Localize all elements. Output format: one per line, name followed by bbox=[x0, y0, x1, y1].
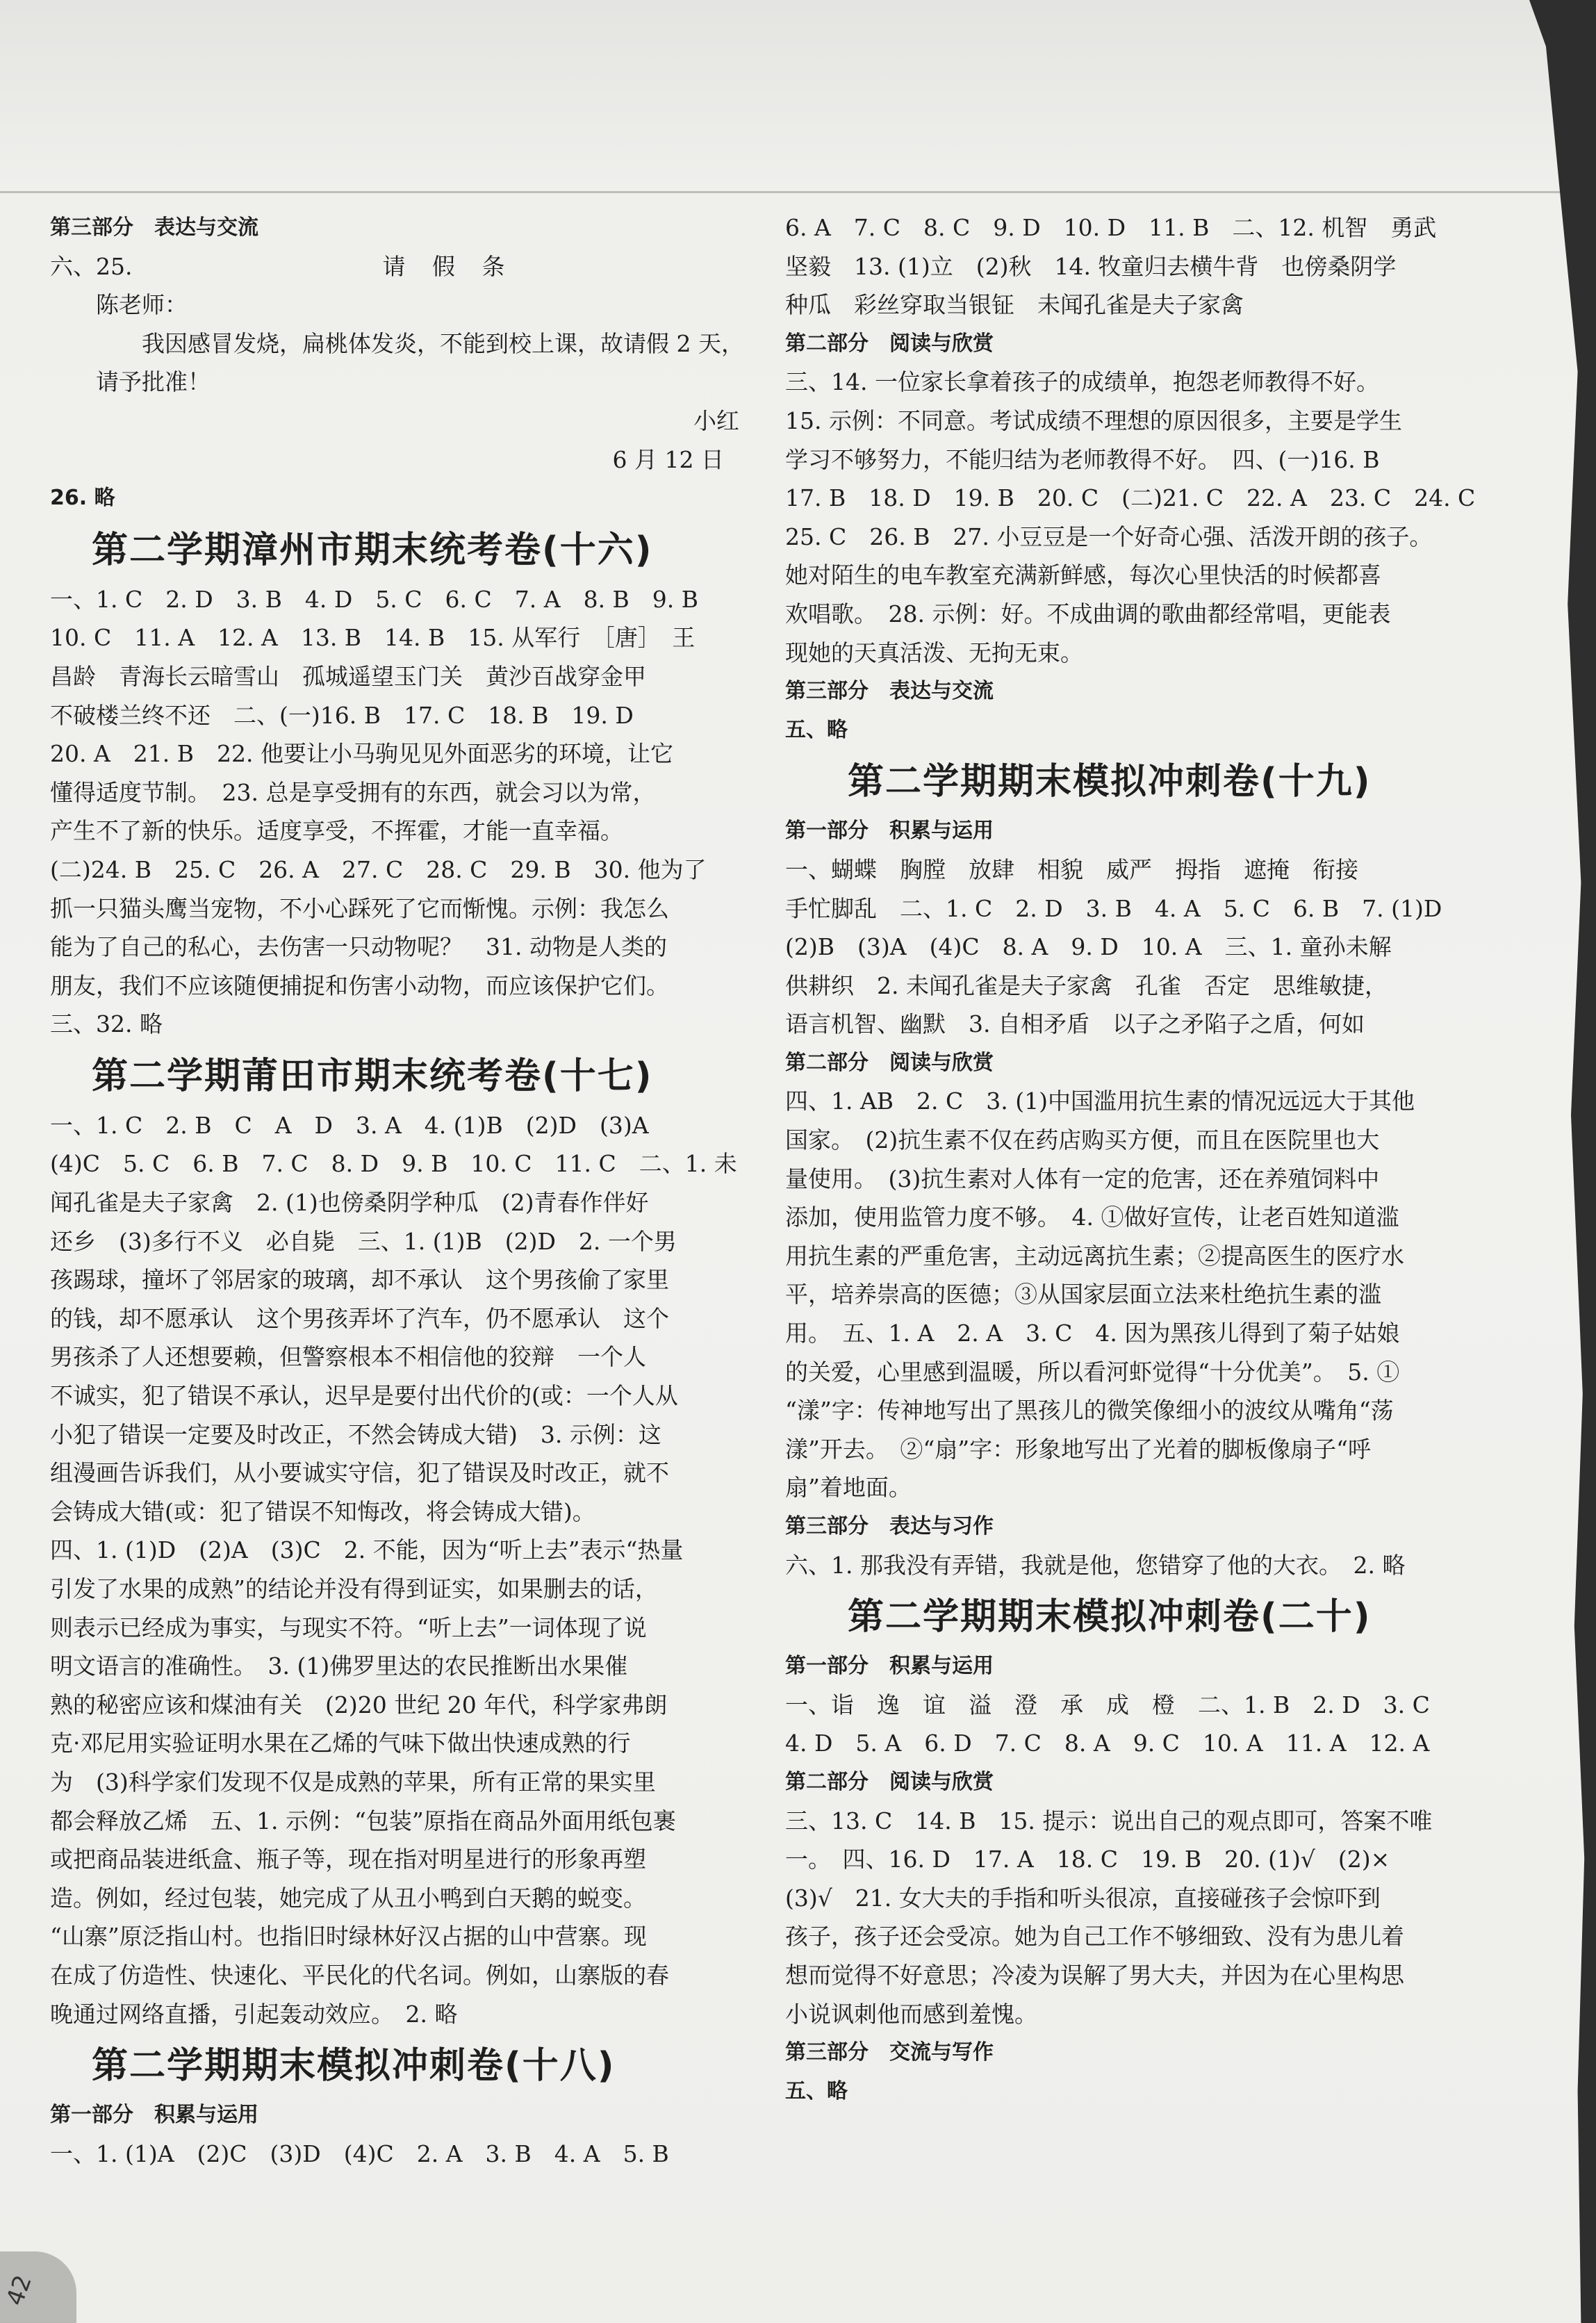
answer-line: 供耕织 2. 未闻孔雀是夫子家禽 孔雀 否定 思维敏捷， bbox=[785, 971, 1388, 999]
answer-line: 克·邓尼用实验证明水果在乙烯的气味下做出快速成熟的行 bbox=[50, 1730, 631, 1757]
answer-line: 都会释放乙烯 五、1. 示例：“包装”原指在商品外面用纸包裹 bbox=[50, 1807, 676, 1834]
answer-line: (3)√ 21. 女大夫的手指和听头很凉，直接碰孩子会惊吓到 bbox=[785, 1884, 1381, 1912]
answer-line: 会铸成大错(或：犯了错误不知悔改，将会铸成大错)。 bbox=[50, 1497, 595, 1525]
section-header: 第二部分 阅读与欣赏 bbox=[785, 331, 994, 356]
answer-line: 10. C 11. A 12. A 13. B 14. B 15. 从军行 ［唐］ 王 bbox=[50, 624, 696, 652]
answer-line: 朋友，我们不应该随便捕捉和伤害小动物，而应该保护它们。 bbox=[50, 971, 669, 999]
note-body-line: 我因感冒发烧，扁桃体发炎，不能到校上课，故请假 2 天， bbox=[142, 329, 744, 357]
answer-line: 种瓜 彩丝穿取当银钲 未闻孔雀是夫子家禽 bbox=[785, 291, 1244, 319]
answer-line: 五、略 bbox=[785, 2078, 848, 2103]
header-rule bbox=[0, 191, 1596, 193]
note-date: 6 月 12 日 bbox=[612, 445, 724, 473]
answer-line: 为 (3)科学家们发现不仅是成熟的苹果，所有正常的果实里 bbox=[50, 1768, 656, 1796]
section-header: 第一部分 积累与运用 bbox=[785, 819, 994, 844]
section-header: 第二部分 阅读与欣赏 bbox=[785, 1769, 994, 1794]
answer-line: 17. B 18. D 19. B 20. C (二)21. C 22. A 23. C 24. C bbox=[785, 484, 1476, 512]
answer-line: 三、32. 略 bbox=[50, 1010, 163, 1038]
answer-line: 组漫画告诉我们，从小要诚实守信，犯了错误及时改正，就不 bbox=[50, 1459, 669, 1487]
exam-title: 第二学期漳州市期末统考卷(十六) bbox=[92, 529, 653, 571]
answer-line: 欢唱歌。 28. 示例：好。不成曲调的歌曲都经常唱，更能表 bbox=[785, 600, 1391, 627]
answer-line: 的钱，却不愿承认 这个男孩弄坏了汽车，仍不愿承认 这个 bbox=[50, 1304, 669, 1332]
answer-line: 15. 示例：不同意。考试成绩不理想的原因很多，主要是学生 bbox=[785, 407, 1402, 434]
note-block bbox=[50, 247, 752, 286]
section-header: 第三部分 表达与交流 bbox=[50, 215, 258, 240]
section-header: 第一部分 积累与运用 bbox=[50, 2103, 258, 2128]
answer-line: 产生不了新的快乐。适度享受，不挥霍，才能一直幸福。 bbox=[50, 817, 623, 845]
answer-line: 孩踢球，撞坏了邻居家的玻璃，却不承认 这个男孩偷了家里 bbox=[50, 1266, 669, 1294]
answer-line: 用。 五、1. A 2. A 3. C 4. 因为黑孩儿得到了菊子姑娘 bbox=[785, 1320, 1400, 1347]
answer-line: 四、1. AB 2. C 3. (1)中国滥用抗生素的情况远远大于其他 bbox=[785, 1087, 1415, 1115]
answer-line: 一、1. C 2. B C A D 3. A 4. (1)B (2)D (3)A bbox=[50, 1111, 649, 1139]
answer-line: 4. D 5. A 6. D 7. C 8. A 9. C 10. A 11. A 12. A bbox=[785, 1730, 1430, 1757]
answer-line: 的关爱，心里感到温暖，所以看河虾觉得“十分优美”。 5. ① bbox=[785, 1358, 1400, 1386]
torn-page-edge bbox=[1513, 0, 1596, 2323]
answer-line: 一、蝴蝶 胸膛 放肆 相貌 威严 拇指 遮掩 衔接 bbox=[785, 855, 1358, 883]
answer-line: 一。 四、16. D 17. A 18. C 19. B 20. (1)√ (2)× bbox=[785, 1846, 1390, 1873]
answer-line: 六、1. 那我没有弄错，我就是他，您错穿了他的大衣。 2. 略 bbox=[785, 1551, 1406, 1579]
answer-line: 扇”着地面。 bbox=[785, 1474, 912, 1502]
answer-line: 抓一只猫头鹰当宠物，不小心踩死了它而惭愧。示例：我怎么 bbox=[50, 894, 669, 922]
answer-line: 她对陌生的电车教室充满新鲜感，每次心里快活的时候都喜 bbox=[785, 561, 1381, 589]
section-header: 第三部分 表达与习作 bbox=[785, 1514, 994, 1538]
answer-line: 国家。 (2)抗生素不仅在药店购买方便，而且在医院里也大 bbox=[785, 1126, 1380, 1154]
answer-line: 漾”开去。 ②“扇”字：形象地写出了光着的脚板像扇子“呼 bbox=[785, 1435, 1371, 1463]
answer-line: 不破楼兰终不还 二、(一)16. B 17. C 18. B 19. D bbox=[50, 701, 634, 729]
answer-line: 能为了自己的私心，去伤害一只动物呢？ 31. 动物是人类的 bbox=[50, 933, 667, 961]
answer-line: 造。例如，经过包装，她完成了从丑小鸭到白天鹅的蜕变。 bbox=[50, 1884, 646, 1912]
answer-line: 明文语言的准确性。 3. (1)佛罗里达的农民推断出水果催 bbox=[50, 1652, 628, 1680]
answer-line: 引发了水果的成熟”的结论并没有得到证实，如果删去的话， bbox=[50, 1575, 658, 1602]
exam-title: 第二学期期末模拟冲刺卷(二十) bbox=[848, 1596, 1372, 1639]
answer-line: 则表示已经成为事实，与现实不符。“听上去”一词体现了说 bbox=[50, 1614, 647, 1641]
answer-line: 26. 略 bbox=[50, 486, 115, 511]
answer-line: 孩子，孩子还会受凉。她为自己工作不够细致、没有为患儿着 bbox=[785, 1923, 1404, 1951]
answer-line: (4)C 5. C 6. B 7. C 8. D 9. B 10. C 11. C 二、1. 未 bbox=[50, 1150, 737, 1178]
page-number: 42 bbox=[1, 2271, 38, 2310]
answer-line: 昌龄 青海长云暗雪山 孤城遥望玉门关 黄沙百战穿金甲 bbox=[50, 662, 646, 690]
answer-line: 熟的秘密应该和煤油有关 (2)20 世纪 20 年代，科学家弗朗 bbox=[50, 1691, 668, 1718]
answer-line: 一、1. C 2. D 3. B 4. D 5. C 6. C 7. A 8. B 9. B bbox=[50, 585, 699, 613]
answer-line: 25. C 26. B 27. 小豆豆是一个好奇心强、活泼开朗的孩子。 bbox=[785, 523, 1433, 550]
note-body-line: 请予批准！ bbox=[96, 368, 211, 396]
note-salutation: 陈老师： bbox=[96, 291, 188, 319]
exam-title: 第二学期期末模拟冲刺卷(十八) bbox=[92, 2045, 616, 2087]
answer-line: 或把商品装进纸盒、瓶子等，现在指对明星进行的形象再塑 bbox=[50, 1846, 646, 1873]
exam16-answers bbox=[50, 580, 752, 1044]
answer-line: 坚毅 13. (1)立 (2)秋 14. 牧童归去横牛背 也傍桑阴学 bbox=[785, 252, 1397, 280]
question-label: 六、25. bbox=[50, 252, 133, 280]
answer-line: 晚通过网络直播，引起轰动效应。 2. 略 bbox=[50, 2000, 458, 2028]
answer-line: 添加，使用监管力度不够。 4. ①做好宣传，让老百姓知道滥 bbox=[785, 1204, 1399, 1231]
exam-title: 第二学期期末模拟冲刺卷(十九) bbox=[848, 761, 1372, 803]
answer-line: 还乡 (3)多行不义 必自毙 三、1. (1)B (2)D 2. 一个男 bbox=[50, 1227, 677, 1255]
answer-line: 20. A 21. B 22. 他要让小马驹见见外面恶劣的环境，让它 bbox=[50, 740, 673, 768]
answer-line: 三、13. C 14. B 15. 提示：说出自己的观点即可，答案不唯 bbox=[785, 1807, 1433, 1834]
note-title: 请 假 条 bbox=[382, 252, 515, 280]
answer-line: 小犯了错误一定要及时改正，不然会铸成大错) 3. 示例：这 bbox=[50, 1420, 661, 1448]
answer-line: 平，培养崇高的医德；③从国家层面立法来杜绝抗生素的滥 bbox=[785, 1281, 1381, 1308]
answer-line: 一、诣 逸 谊 溢 澄 承 成 橙 二、1. B 2. D 3. C bbox=[785, 1691, 1430, 1718]
section-header: 第一部分 积累与运用 bbox=[785, 1654, 994, 1679]
exam17-answers bbox=[50, 1106, 752, 2033]
answer-line: 不诚实，犯了错误不承认，迟早是要付出代价的(或：一个人从 bbox=[50, 1382, 678, 1410]
answer-line: 一、1. (1)A (2)C (3)D (4)C 2. A 3. B 4. A 5. B bbox=[50, 2140, 669, 2167]
answer-line: 用抗生素的严重危害，主动远离抗生素；②提高医生的医疗水 bbox=[785, 1242, 1404, 1270]
answer-line: 量使用。 (3)抗生素对人体有一定的危害，还在养殖饲料中 bbox=[785, 1165, 1380, 1192]
answer-line: 闻孔雀是夫子家禽 2. (1)也傍桑阴学种瓜 (2)青春作伴好 bbox=[50, 1189, 649, 1217]
answer-line: 现她的天真活泼、无拘无束。 bbox=[785, 639, 1083, 666]
answer-line: 四、1. (1)D (2)A (3)C 2. 不能，因为“听上去”表示“热量 bbox=[50, 1536, 684, 1564]
note-signature: 小红 bbox=[693, 407, 739, 434]
answer-line: 想而觉得不好意思；冷凌为误解了男大夫，并因为在心里构思 bbox=[785, 1961, 1404, 1989]
answer-line: (二)24. B 25. C 26. A 27. C 28. C 29. B 30. 他为了 bbox=[50, 855, 707, 883]
exam-title: 第二学期莆田市期末统考卷(十七) bbox=[92, 1055, 653, 1097]
section-header: 第三部分 交流与写作 bbox=[785, 2040, 994, 2065]
section-header: 第三部分 表达与交流 bbox=[785, 679, 994, 704]
answer-line: “漾”字：传神地写出了黑孩儿的微笑像细小的波纹从嘴角“荡 bbox=[785, 1397, 1394, 1425]
answer-line: 在成了仿造性、快速化、平民化的代名词。例如，山寨版的春 bbox=[50, 1961, 669, 1989]
left-column bbox=[50, 208, 752, 2173]
answer-line: 五、略 bbox=[785, 717, 848, 742]
answer-line: “山寨”原泛指山村。也指旧时绿林好汉占据的山中营寨。现 bbox=[50, 1923, 647, 1951]
answer-line: 小说讽刺他而感到羞愧。 bbox=[785, 2000, 1037, 2028]
right-column bbox=[785, 208, 1487, 2110]
answer-line: 语言机智、幽默 3. 自相矛盾 以子之矛陷子之盾，何如 bbox=[785, 1010, 1365, 1038]
answer-line: 男孩杀了人还想要赖，但警察根本不相信他的狡辩 一个人 bbox=[50, 1343, 646, 1371]
answer-line: 6. A 7. C 8. C 9. D 10. D 11. B 二、12. 机智 勇武 bbox=[785, 214, 1437, 241]
answer-line: 懂得适度节制。 23. 总是享受拥有的东西，就会习以为常， bbox=[50, 778, 656, 806]
answer-line: (2)B (3)A (4)C 8. A 9. D 10. A 三、1. 童孙未解 bbox=[785, 933, 1392, 961]
answer-line: 手忙脚乱 二、1. C 2. D 3. B 4. A 5. C 6. B 7. (1)D bbox=[785, 894, 1442, 922]
section-header: 第二部分 阅读与欣赏 bbox=[785, 1050, 994, 1075]
answer-line: 三、14. 一位家长拿着孩子的成绩单，抱怨老师教得不好。 bbox=[785, 368, 1379, 396]
answer-line: 学习不够努力，不能归结为老师教得不好。 四、(一)16. B bbox=[785, 445, 1380, 473]
